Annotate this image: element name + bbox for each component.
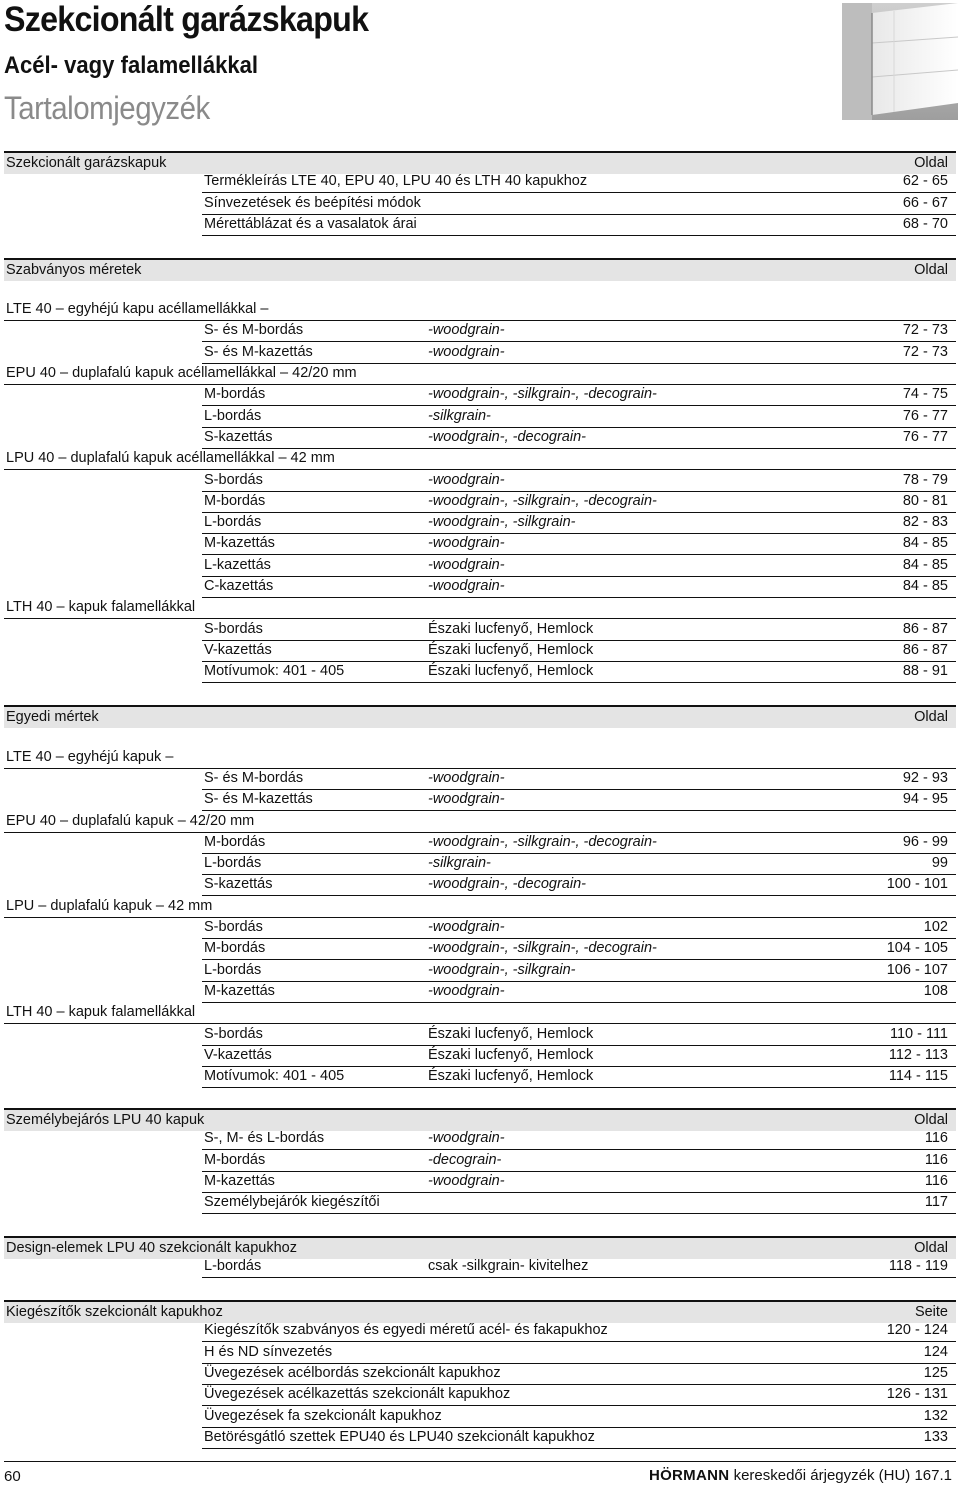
item-name: L-bordás <box>204 1258 262 1275</box>
page-column-label: Oldal <box>914 1112 948 1128</box>
item-finish: -woodgrain- <box>428 769 505 786</box>
item-pages: 99 <box>931 855 948 872</box>
item-name: H és ND sínvezetés <box>204 1343 333 1360</box>
table-row <box>202 662 956 683</box>
item-name: V-kazettás <box>204 1046 272 1063</box>
item-finish: -woodgrain- <box>428 1130 505 1147</box>
item-pages: 120 - 124 <box>886 1322 948 1339</box>
table-row <box>202 492 956 513</box>
section-header <box>4 1300 956 1323</box>
table-row <box>202 1151 956 1172</box>
item-pages: 72 - 73 <box>902 322 948 339</box>
item-name: Kiegészítők szabványos és egyedi méretű acél- és fakapukhoz <box>204 1322 608 1339</box>
item-finish: -silkgrain- <box>428 855 491 872</box>
item-finish: -woodgrain-, -silkgrain-, -decograin- <box>428 833 657 850</box>
group-header <box>4 364 956 385</box>
item-pages: 108 <box>923 982 948 999</box>
item-name: Üvegezések acélkazettás szekcionált kapukhoz <box>204 1386 511 1403</box>
item-name: S-kazettás <box>204 876 273 893</box>
item-pages: 74 - 75 <box>902 386 948 403</box>
table-row <box>202 1129 956 1150</box>
item-name: S-bordás <box>204 919 263 935</box>
item-name: S-kazettás <box>204 428 273 445</box>
table-row <box>202 875 956 896</box>
item-pages: 125 <box>923 1364 948 1381</box>
table-row <box>202 1385 956 1406</box>
item-finish: Északi lucfenyő, Hemlock <box>428 663 594 680</box>
item-finish: Északi lucfenyő, Hemlock <box>428 1046 594 1063</box>
group-title: LTH 40 – kapuk falamellákkal <box>6 599 196 616</box>
item-name: S- és M-bordás <box>204 769 304 786</box>
item-finish: -woodgrain-, -decograin- <box>428 876 586 893</box>
table-row <box>202 321 956 342</box>
table-row <box>202 1343 956 1364</box>
table-row <box>202 790 956 811</box>
item-pages: 80 - 81 <box>902 492 948 509</box>
table-row <box>202 1257 956 1278</box>
item-pages: 66 - 67 <box>902 194 948 211</box>
table-row <box>202 556 956 577</box>
brand-logo: HÖRMANN <box>648 1467 730 1484</box>
item-pages: 76 - 77 <box>902 407 948 424</box>
item-name: Motívumok: 401 - 405 <box>204 1068 345 1085</box>
group-header <box>4 897 956 918</box>
section-title: Egyedi mértek <box>6 709 99 725</box>
item-pages: 104 - 105 <box>886 940 948 957</box>
table-row <box>202 620 956 641</box>
item-pages: 86 - 87 <box>902 641 948 658</box>
table-row <box>202 939 956 960</box>
item-pages: 126 - 131 <box>886 1386 948 1403</box>
item-name: S-bordás <box>204 471 263 488</box>
item-name: Termékleírás LTE 40, EPU 40, LPU 40 és LTH 40 kapukhoz <box>204 173 588 190</box>
item-name: L-bordás <box>204 514 262 531</box>
group-title: EPU 40 – duplafalú kapuk – 42/20 mm <box>6 812 255 829</box>
group-title: LTE 40 – egyhéjú kapuk – <box>6 748 174 765</box>
table-row <box>202 1172 956 1193</box>
table-row <box>202 343 956 364</box>
item-pages: 78 - 79 <box>902 471 948 488</box>
table-row <box>202 854 956 875</box>
item-pages: 88 - 91 <box>902 663 948 680</box>
item-pages: 132 <box>923 1407 948 1424</box>
item-name: M-kazettás <box>204 982 275 999</box>
item-pages: 116 <box>924 1151 948 1168</box>
table-row <box>202 577 956 598</box>
table-row <box>202 641 956 662</box>
item-finish: -woodgrain- <box>428 535 505 552</box>
page-column-label: Oldal <box>914 1240 948 1256</box>
page-title: Szekcionált garázskapuk <box>4 0 369 39</box>
item-pages: 102 <box>923 919 948 935</box>
footer-divider <box>4 1461 956 1462</box>
table-row <box>202 982 956 1003</box>
item-finish: -woodgrain-, -silkgrain- <box>428 514 576 531</box>
item-name: M-bordás <box>204 386 266 403</box>
group-header <box>4 812 956 833</box>
item-name: L-bordás <box>204 407 262 424</box>
item-name: M-kazettás <box>204 535 275 552</box>
item-pages: 124 <box>923 1343 948 1360</box>
item-name: S- és M-kazettás <box>204 343 313 360</box>
table-row <box>202 534 956 555</box>
item-finish: Északi lucfenyő, Hemlock <box>428 1068 594 1085</box>
toc-title: Tartalomjegyzék <box>4 90 210 126</box>
table-row <box>202 215 956 236</box>
group-title: LPU – duplafalú kapuk – 42 mm <box>6 897 213 914</box>
item-finish: -woodgrain-, -silkgrain-, -decograin- <box>428 492 657 509</box>
item-pages: 62 - 65 <box>902 173 948 190</box>
item-finish: -woodgrain-, -silkgrain- <box>428 961 576 978</box>
item-name: S-, M- és L-bordás <box>204 1130 325 1147</box>
item-pages: 86 - 87 <box>902 620 948 637</box>
group-title: EPU 40 – duplafalú kapuk acéllamellákkal – 42/20 mm <box>6 365 357 381</box>
item-finish: -woodgrain- <box>428 343 505 360</box>
page-subtitle: Acél- vagy falamellákkal <box>4 52 259 79</box>
item-pages: 106 - 107 <box>886 961 948 978</box>
item-finish: csak -silkgrain- kivitelhez <box>428 1258 589 1275</box>
item-pages: 114 - 115 <box>888 1068 948 1085</box>
item-name: M-kazettás <box>204 1172 275 1189</box>
item-name: M-bordás <box>204 833 266 850</box>
item-pages: 117 <box>924 1194 948 1211</box>
item-name: Sínvezetések és beépítési módok <box>204 194 421 211</box>
table-row <box>202 194 956 215</box>
section-title: Design-elemek LPU 40 szekcionált kapukhoz <box>6 1240 297 1256</box>
item-pages: 92 - 93 <box>902 769 948 786</box>
catalog-name: kereskedői árjegyzék (HU) 167.1 <box>733 1467 952 1484</box>
item-pages: 84 - 85 <box>902 535 948 552</box>
item-name: S-bordás <box>204 620 263 637</box>
item-finish: Északi lucfenyő, Hemlock <box>428 1025 594 1042</box>
item-finish: -silkgrain- <box>428 407 491 424</box>
item-pages: 110 - 111 <box>889 1025 948 1042</box>
table-row <box>202 1193 956 1214</box>
section-header <box>4 258 956 281</box>
item-finish: -woodgrain-, -silkgrain-, -decograin- <box>428 940 657 957</box>
item-name: Személybejárók kiegészítői <box>204 1194 380 1211</box>
item-finish: -woodgrain- <box>428 1172 505 1189</box>
table-row <box>202 833 956 854</box>
item-name: M-bordás <box>204 940 266 957</box>
item-finish: -woodgrain- <box>428 578 505 594</box>
section-title: Kiegészítők szekcionált kapukhoz <box>6 1304 223 1320</box>
table-row <box>202 407 956 428</box>
group-title: LTH 40 – kapuk falamellákkal <box>6 1004 196 1021</box>
item-pages: 68 - 70 <box>902 215 948 232</box>
group-header <box>4 748 956 769</box>
table-row <box>202 385 956 406</box>
section-title: Személybejárós LPU 40 kapuk <box>6 1112 205 1128</box>
group-title: LTE 40 – egyhéjú kapu acéllamellákkal – <box>6 301 269 318</box>
section-header <box>4 1236 956 1259</box>
item-finish: -woodgrain- <box>428 791 505 808</box>
group-header <box>4 598 956 619</box>
item-pages: 72 - 73 <box>902 343 948 360</box>
item-name: Motívumok: 401 - 405 <box>204 663 345 680</box>
section-header <box>4 151 956 174</box>
item-name: Üvegezések fa szekcionált kapukhoz <box>204 1407 442 1424</box>
item-pages: 112 - 113 <box>888 1046 948 1063</box>
section-header <box>4 1108 956 1131</box>
group-header <box>4 449 956 470</box>
table-row <box>202 1428 956 1449</box>
table-row <box>202 961 956 982</box>
table-row <box>202 769 956 790</box>
item-finish: -woodgrain-, -silkgrain-, -decograin- <box>428 386 657 403</box>
item-pages: 84 - 85 <box>902 578 948 594</box>
item-name: S-bordás <box>204 1025 263 1042</box>
item-finish: -decograin- <box>428 1151 502 1168</box>
item-name: L-bordás <box>204 961 262 978</box>
item-name: M-bordás <box>204 1151 266 1168</box>
group-header <box>4 300 956 321</box>
section-header <box>4 705 956 728</box>
item-name: Betörésgátló szettek EPU40 és LPU40 szekcionált kapukhoz <box>204 1428 595 1445</box>
item-name: L-bordás <box>204 855 262 872</box>
item-finish: Északi lucfenyő, Hemlock <box>428 641 594 658</box>
item-name: Üvegezések acélbordás szekcionált kapukhoz <box>204 1364 501 1381</box>
item-finish: -woodgrain-, -decograin- <box>428 428 586 445</box>
item-name: S- és M-kazettás <box>204 791 313 808</box>
page-column-label: Oldal <box>914 709 948 725</box>
section-title: Szekcionált garázskapuk <box>6 155 167 171</box>
item-pages: 118 - 119 <box>888 1258 948 1275</box>
item-pages: 82 - 83 <box>902 514 948 531</box>
table-row <box>202 918 956 939</box>
item-finish: -woodgrain- <box>428 982 505 999</box>
item-pages: 116 <box>924 1172 948 1189</box>
page-column-label: Oldal <box>914 155 948 171</box>
item-pages: 133 <box>923 1428 948 1445</box>
item-name: L-kazettás <box>204 556 271 573</box>
table-row <box>202 1025 956 1046</box>
item-name: C-kazettás <box>204 578 274 594</box>
table-row <box>202 1364 956 1385</box>
table-row <box>202 1407 956 1428</box>
item-name: S- és M-bordás <box>204 322 304 339</box>
table-row <box>202 428 956 449</box>
item-finish: -woodgrain- <box>428 322 505 339</box>
item-finish: -woodgrain- <box>428 919 505 935</box>
group-title: LPU 40 – duplafalú kapuk acéllamellákkal – 42 mm <box>6 450 335 467</box>
item-pages: 84 - 85 <box>902 556 948 573</box>
item-name: M-bordás <box>204 492 266 509</box>
table-row <box>202 172 956 193</box>
footer-catalog-label <box>649 1467 952 1484</box>
item-name: Mérettáblázat és a vasalatok árai <box>204 215 417 232</box>
section-title: Szabványos méretek <box>6 261 142 278</box>
item-name: V-kazettás <box>204 641 272 658</box>
page-column-label: Oldal <box>914 261 948 278</box>
table-row <box>202 513 956 534</box>
item-pages: 116 <box>924 1130 948 1147</box>
table-row <box>202 1321 956 1342</box>
item-finish: -woodgrain- <box>428 471 505 488</box>
item-finish: -woodgrain- <box>428 556 505 573</box>
item-finish: Északi lucfenyő, Hemlock <box>428 620 594 637</box>
table-row <box>202 471 956 492</box>
item-pages: 94 - 95 <box>902 791 948 808</box>
item-pages: 100 - 101 <box>886 876 948 893</box>
group-header <box>4 1003 956 1024</box>
page-number: 60 <box>4 1468 21 1485</box>
item-pages: 96 - 99 <box>902 833 948 850</box>
table-row <box>202 1046 956 1067</box>
page-column-label: Seite <box>914 1304 948 1320</box>
table-row <box>202 1067 956 1088</box>
item-pages: 76 - 77 <box>902 428 948 445</box>
